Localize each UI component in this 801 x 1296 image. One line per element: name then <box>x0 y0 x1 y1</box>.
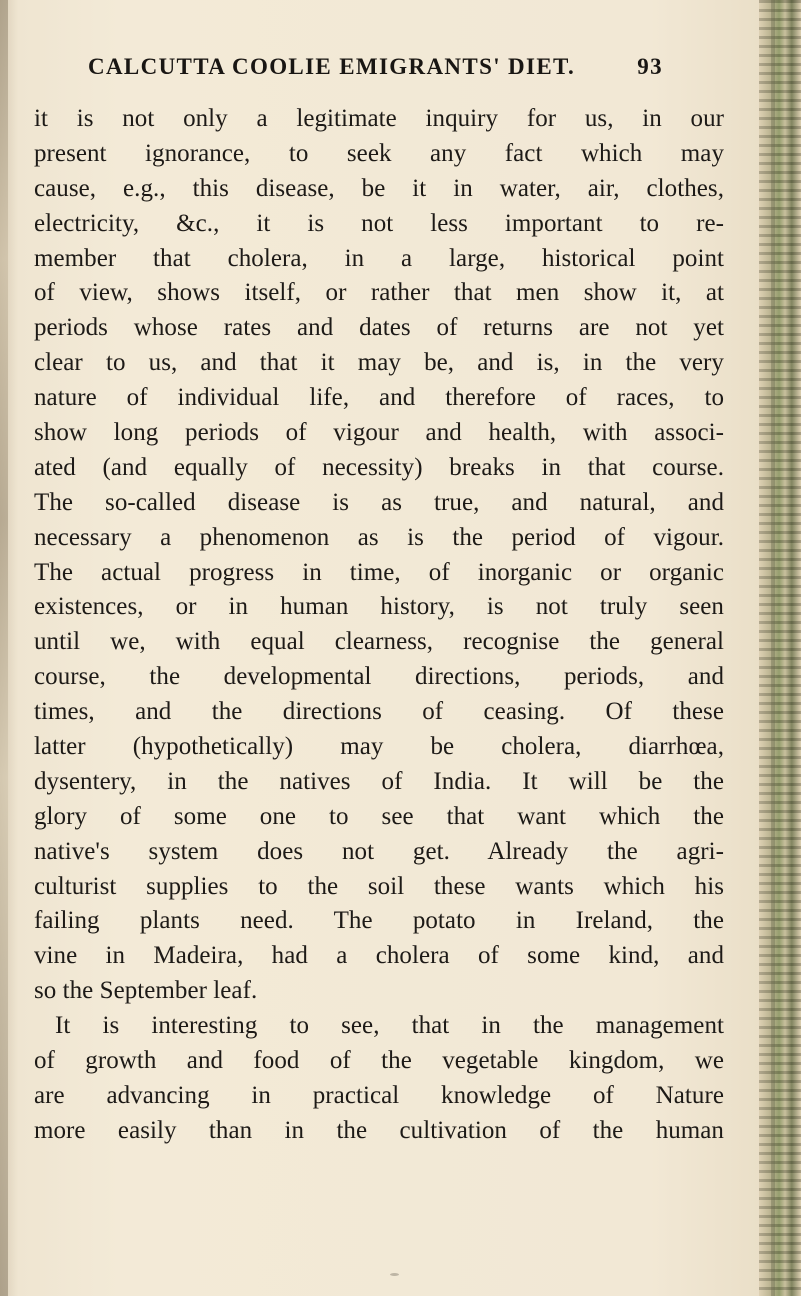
page-number: 93 <box>637 54 663 79</box>
text-line-23: culturist supplies to the soil these wants which his <box>34 872 724 900</box>
text-line-17: course, the developmental directions, periods, and <box>34 663 724 691</box>
text-line-15: existences, or in human history, is not truly seen <box>34 593 724 621</box>
text-line-20: dysentery, in the natives of India. It will be the <box>34 767 724 795</box>
text-line-2: present ignorance, to seek any fact which may <box>34 139 724 167</box>
text-line-29: are advancing in practical knowledge of Nature <box>34 1081 724 1109</box>
text-line-11: ated (and equally of necessity) breaks in that course. <box>34 453 724 481</box>
chapter-title: CALCUTTA COOLIE EMIGRANTS' DIET. <box>88 54 576 79</box>
text-line-9: nature of individual life, and therefore of races, to <box>34 384 724 412</box>
text-line-25: vine in Madeira, had a cholera of some kind, and <box>34 942 724 970</box>
text-line-18: times, and the directions of ceasing. Of these <box>34 698 724 726</box>
text-line-27: It is interesting to see, that in the management <box>55 1012 724 1040</box>
text-line-16: until we, with equal clearness, recognise the general <box>34 628 724 656</box>
page-body-text <box>34 102 724 1149</box>
text-line-10: show long periods of vigour and health, with associ- <box>34 419 724 447</box>
text-line-14: The actual progress in time, of inorganic or organic <box>34 558 724 586</box>
text-line-24: failing plants need. The potato in Ireland, the <box>34 907 724 935</box>
text-line-30: more easily than in the cultivation of the human <box>34 1116 724 1144</box>
text-line-7: periods whose rates and dates of returns are not yet <box>34 314 724 342</box>
text-line-5: member that cholera, in a large, historical point <box>34 244 724 272</box>
text-line-4: electricity, &c., it is not less important to re- <box>34 209 724 237</box>
text-line-3: cause, e.g., this disease, be it in water, air, clothes, <box>34 174 724 202</box>
paper-speck <box>390 1273 399 1276</box>
page-left-edge <box>0 0 8 1296</box>
text-line-12: The so-called disease is as true, and natural, and <box>34 488 724 516</box>
text-line-22: native's system does not get. Already the agri- <box>34 837 724 865</box>
text-line-19: latter (hypothetically) may be cholera, diarrhœa, <box>34 733 724 761</box>
text-line-8: clear to us, and that it may be, and is, in the very <box>34 349 724 377</box>
text-line-28: of growth and food of the vegetable kingdom, we <box>34 1047 724 1075</box>
text-line-13: necessary a phenomenon as is the period of vigour. <box>34 523 724 551</box>
running-header <box>0 48 761 86</box>
text-line-26: so the September leaf. <box>34 977 258 1005</box>
text-line-21: glory of some one to see that want which the <box>34 802 724 830</box>
book-binding-edge <box>759 0 801 1296</box>
text-line-6: of view, shows itself, or rather that men show it, at <box>34 279 724 307</box>
text-line-1: it is not only a legitimate inquiry for us, in our <box>34 105 724 132</box>
